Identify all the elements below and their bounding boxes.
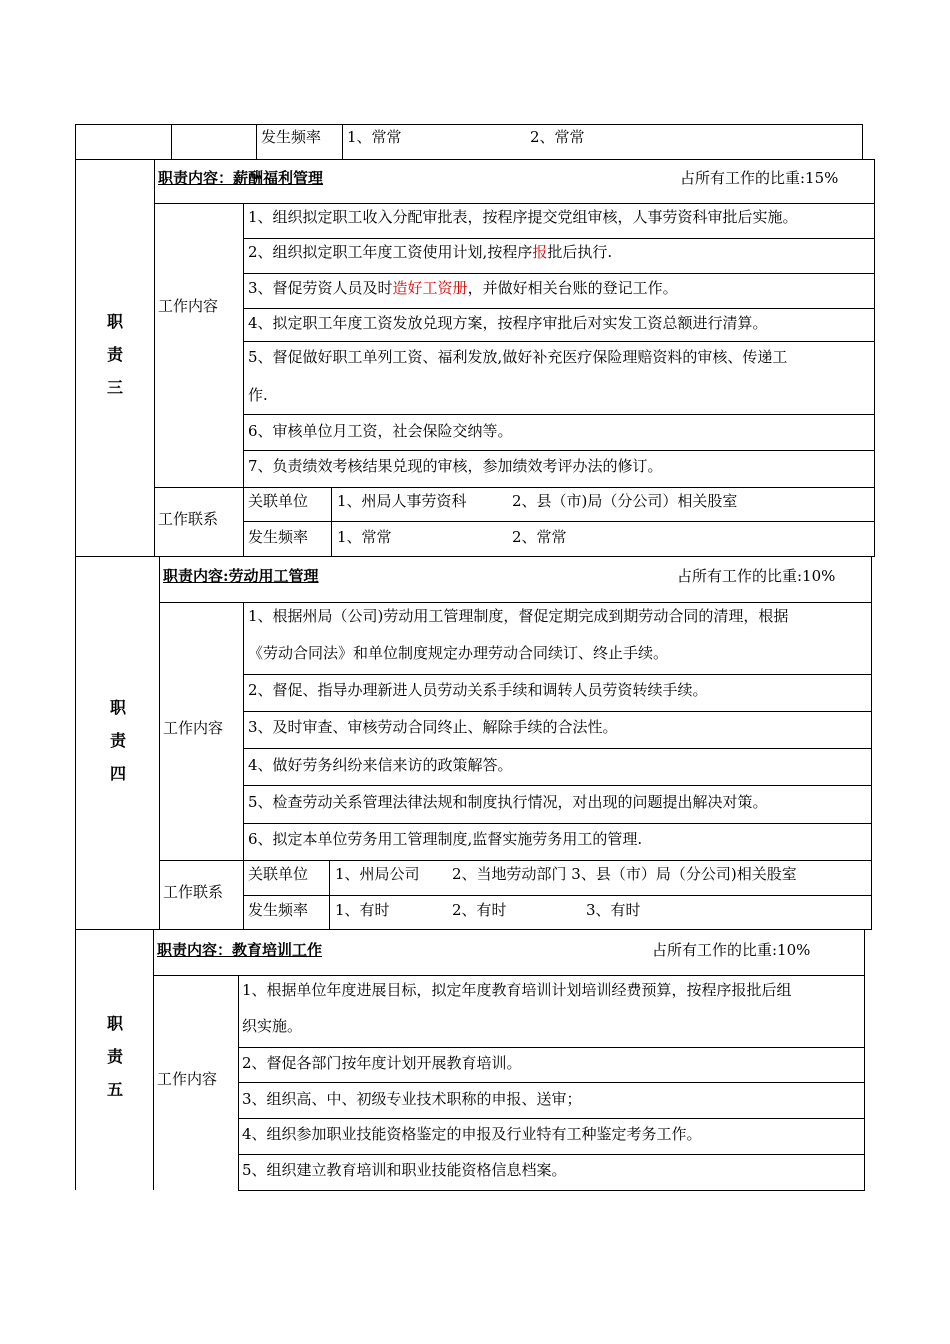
role-label-char: 职 [106, 312, 123, 331]
rule [154, 159, 155, 557]
rule [243, 895, 871, 896]
rule [864, 929, 865, 1191]
rule [238, 1082, 864, 1083]
duty-title: 职责内容：教育培训工作 [157, 941, 323, 959]
related-unit-value: 1、州局公司 [335, 865, 420, 883]
work-item: 2、督促各部门按年度计划开展教育培训。 [242, 1054, 522, 1072]
work-contact-label: 工作联系 [158, 510, 219, 528]
freq-value-2: 2、常常 [530, 128, 585, 146]
role-label-char: 三 [106, 378, 123, 397]
rule [159, 860, 871, 861]
duty-title: 职责内容：薪酬福利管理 [158, 169, 324, 187]
work-item: 5、督促做好职工单列工资、福利发放,做好补充医疗保险理赔资料的审核、传递工 [248, 348, 788, 366]
work-item: 7、负责绩效考核结果兑现的审核，参加绩效考评办法的修订。 [248, 457, 663, 475]
rule [243, 341, 874, 342]
rule [75, 929, 76, 1190]
rule [153, 929, 154, 1190]
rule [243, 748, 871, 749]
rule [159, 556, 160, 930]
rule [243, 308, 874, 309]
duty-ratio: 占所有工作的比重:10% [652, 941, 811, 959]
work-item: 4、拟定职工年度工资发放兑现方案，按程序审批后对实发工资总额进行清算。 [248, 314, 768, 332]
duty-title: 职责内容:劳动用工管理 [163, 567, 319, 585]
freq-value: 2、有时 [452, 901, 507, 919]
rule [75, 159, 76, 557]
rule [153, 975, 864, 976]
rule [154, 487, 874, 488]
rule [75, 124, 863, 125]
work-content-label: 工作内容 [158, 297, 219, 315]
work-content-label: 工作内容 [157, 1070, 218, 1088]
rule [256, 124, 257, 159]
work-item: 6、拟定本单位劳务用工管理制度,监督实施劳务用工的管理. [248, 830, 643, 848]
rule [238, 975, 239, 1191]
rule [874, 159, 875, 557]
rule [243, 414, 874, 415]
rule [243, 823, 871, 824]
rule [75, 124, 76, 159]
work-item-highlight: 造好工资册 [392, 279, 468, 297]
related-unit-value: 1、州局人事劳资科 [337, 492, 467, 510]
work-item: 4、组织参加职业技能资格鉴定的申报及行业特有工种鉴定考务工作。 [242, 1125, 702, 1143]
rule [159, 602, 871, 603]
freq-value: 2、常常 [512, 528, 567, 546]
role-label-char: 责 [106, 345, 123, 364]
role-label-char: 五 [106, 1080, 123, 1099]
work-item-text: 3、督促劳资人员及时 [248, 279, 393, 297]
freq-label: 发生频率 [261, 128, 322, 146]
work-item: 1、组织拟定职工收入分配审批表，按程序提交党组审核，人事劳资科审批后实施。 [248, 208, 798, 226]
work-item: 1、根据州局（公司)劳动用工管理制度，督促定期完成到期劳动合同的清理，根据 [248, 607, 789, 625]
rule [238, 1154, 864, 1155]
rule [243, 450, 874, 451]
role-label-char: 责 [106, 1047, 123, 1066]
role-label-char: 职 [106, 1014, 123, 1033]
freq-label: 发生频率 [248, 901, 309, 919]
rule [171, 124, 172, 159]
related-unit-label: 关联单位 [248, 865, 309, 883]
rule [329, 860, 330, 930]
rule [243, 785, 871, 786]
rule [243, 602, 244, 930]
duty-ratio: 占所有工作的比重:10% [677, 567, 836, 585]
freq-value: 1、常常 [337, 528, 392, 546]
related-unit-value: 2、县（市)局（分公司）相关股室 [512, 492, 738, 510]
rule [238, 1190, 864, 1191]
rule [243, 521, 874, 522]
rule [75, 929, 872, 930]
work-item: 5、组织建立教育培训和职业技能资格信息档案。 [242, 1161, 567, 1179]
work-item: 3、及时审查、审核劳动合同终止、解除手续的合法性。 [248, 718, 618, 736]
role-label-char: 职 [109, 698, 126, 717]
work-item: 《劳动合同法》和单位制度规定办理劳动合同续订、终止手续。 [248, 644, 669, 662]
work-item: 2、督促、指导办理新进人员劳动关系手续和调转人员劳资转续手续。 [248, 681, 708, 699]
work-item-text: ，并做好相关台账的登记工作。 [467, 279, 678, 297]
work-item: 作. [248, 386, 268, 404]
rule [342, 124, 343, 159]
rule [243, 674, 871, 675]
rule [871, 556, 872, 930]
rule [154, 203, 874, 204]
freq-value: 1、有时 [335, 901, 390, 919]
work-contact-label: 工作联系 [163, 883, 224, 901]
work-item-text: 2、组织拟定职工年度工资使用计划,按程序 [248, 243, 533, 261]
related-unit-value: 2、当地劳动部门 3、县（市）局（分公司)相关股室 [452, 865, 797, 883]
work-item-text: 批后执行. [547, 243, 613, 261]
rule [238, 1047, 864, 1048]
work-item-highlight: 报 [532, 243, 548, 261]
rule [243, 238, 874, 239]
rule [243, 711, 871, 712]
work-content-label: 工作内容 [163, 719, 224, 737]
role-label-char: 四 [109, 764, 126, 783]
rule [75, 556, 875, 557]
work-item [248, 278, 678, 298]
freq-value-1: 1、常常 [347, 128, 402, 146]
rule [862, 124, 863, 159]
rule [238, 1118, 864, 1119]
role-label-char: 责 [109, 731, 126, 750]
work-item: 3、组织高、中、初级专业技术职称的申报、送审； [242, 1090, 582, 1108]
duty-ratio: 占所有工作的比重:15% [680, 169, 839, 187]
rule [75, 159, 875, 160]
work-item: 织实施。 [242, 1017, 303, 1035]
rule [243, 203, 244, 557]
freq-label: 发生频率 [248, 528, 309, 546]
rule [331, 487, 332, 557]
related-unit-label: 关联单位 [248, 492, 309, 510]
work-item: 6、审核单位月工资，社会保险交纳等。 [248, 422, 513, 440]
work-item: 5、检查劳动关系管理法律法规和制度执行情况，对出现的问题提出解决对策。 [248, 793, 768, 811]
freq-value: 3、有时 [586, 901, 641, 919]
rule [75, 556, 76, 930]
work-item [248, 242, 612, 262]
work-item: 1、根据单位年度进展目标，拟定年度教育培训计划培训经费预算，按程序报批后组 [242, 981, 792, 999]
rule [243, 273, 874, 274]
work-item: 4、做好劳务纠纷来信来访的政策解答。 [248, 756, 513, 774]
